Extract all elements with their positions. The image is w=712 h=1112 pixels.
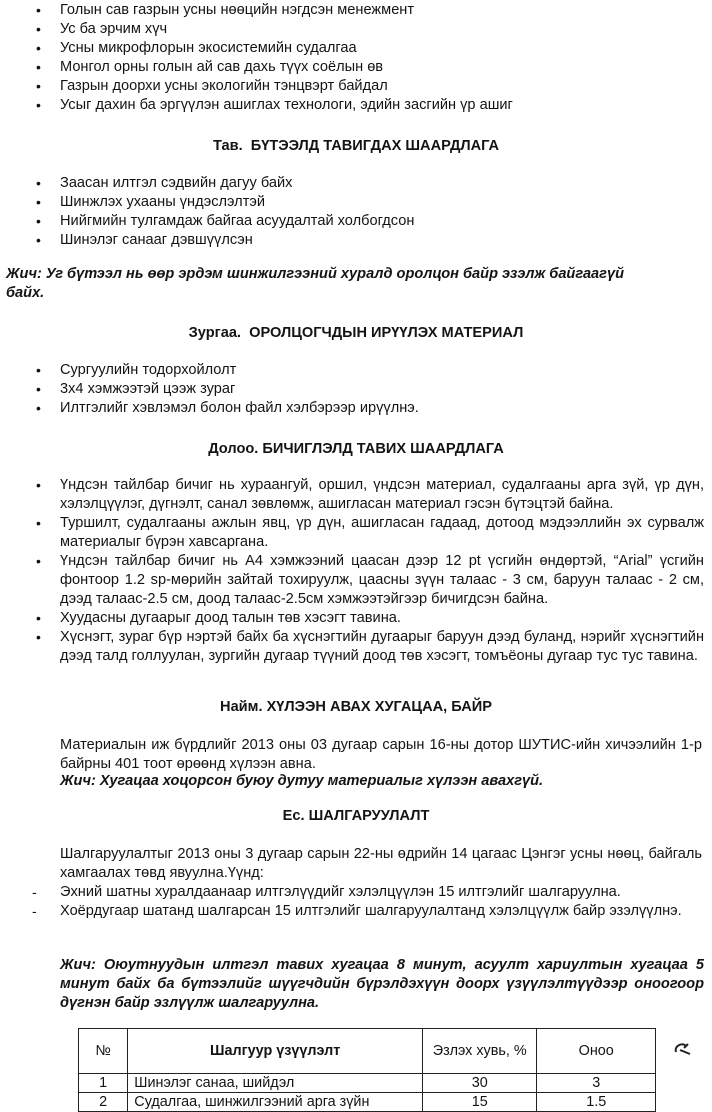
writing-requirements-list xyxy=(0,476,712,666)
list-item: • Усны микрофлорын экосистемийн судалгаа xyxy=(0,39,712,58)
table-cell: Шинэлэг санаа, шийдэл xyxy=(128,1074,423,1093)
table-cell: 30 xyxy=(423,1074,537,1093)
section-number: Тав. xyxy=(212,138,243,154)
list-item: • Нийгмийн тулгамдаж байгаа асуудалтай холбогдсон xyxy=(0,212,712,231)
list-item: • Заасан илтгэл сэдвийн дагуу байх xyxy=(0,174,712,193)
note-paragraph xyxy=(6,265,706,303)
list-item: - Эхний шатны хуралдаанаар илтгэлүүдийг хэлэлцүүлэн 15 илтгэлийг шалгаруулна. xyxy=(0,883,712,902)
list-item: • Ус ба эрчим хүч xyxy=(0,20,712,39)
section-number: Ес. xyxy=(282,808,305,824)
section-number: Найм. xyxy=(220,699,263,715)
section-title-5 xyxy=(0,137,712,156)
work-requirements-list xyxy=(0,174,712,250)
list-item: • 3x4 хэмжээтэй цээж зураг xyxy=(0,380,712,399)
list-item: • Үндсэн тайлбар бичиг нь A4 хэмжээний цаасан дээр 12 pt үсгийн өндөртэй, “Arial” үсгийн фонтоор 1.2 sp-мөрийн зайтай тохируулж, цаасны зүүн талаас - 3 см, баруун талаас - 2 см, дээд талаас-2.5 см, доод талаас-2.5см хэмжээтэйгээр бичигдсэн байна. xyxy=(0,552,712,609)
list-item: • Үндсэн тайлбар бичиг нь хураангуй, оршил, үндсэн материал, судалгааны арга зүй, үр дүн, хэлэлцүүлэг, дүгнэлт, санал зөвлөмж, ашигласан материал гэсэн бүтэцтэй байна. xyxy=(0,476,712,514)
list-item: • Туршилт, судалгааны ажлын явц, үр дүн, ашигласан гадаад, дотоод мэдээллийн эх сурвалж материалыг бүрэн хавсаргана. xyxy=(0,514,712,552)
list-item: - Хоёрдугаар шатанд шалгарсан 15 илтгэлийг шалгаруулалтанд хэлэлцүүлж байр эзэлүүлнэ. xyxy=(0,902,712,921)
list-item: • Монгол орны голын ай сав дахь түүх соёлын өв xyxy=(0,58,712,77)
selection-paragraph: Шалгаруулалтыг 2013 оны 3 дугаар сарын 22-ны өдрийн 14 цагаас Цэнгэг усны нөөц, байгаль хамгаалах төвд явуулна.Үүнд: xyxy=(60,846,702,881)
section-heading: ОРОЛЦОГЧДЫН ИРҮҮЛЭХ МАТЕРИАЛ xyxy=(249,325,524,341)
table-header-row xyxy=(79,1029,656,1074)
table-row xyxy=(79,1093,656,1112)
list-item: • Сургуулийн тодорхойлолт xyxy=(0,361,712,380)
note-line: байх. xyxy=(6,285,45,301)
section-title-7 xyxy=(0,440,712,459)
scan-mark-icon xyxy=(672,1040,694,1058)
header-score: Оноо xyxy=(537,1029,656,1074)
table-cell: 1 xyxy=(79,1074,128,1093)
submission-materials-list xyxy=(0,361,712,418)
list-item: • Хуудасны дугаарыг доод талын төв хэсэгт тавина. xyxy=(0,609,712,628)
list-item: • Голын сав газрын усны нөөцийн нэгдсэн менежмент xyxy=(0,1,712,20)
list-item: • Усыг дахин ба эргүүлэн ашиглах технологи, эдийн засгийн үр ашиг xyxy=(0,96,712,115)
table-cell: 2 xyxy=(79,1093,128,1112)
deadline-note: Жич: Хугацаа хоцорсон буюу дутуу материалыг хүлээн авахгүй. xyxy=(60,773,544,789)
list-item: • Илтгэлийг хэвлэмэл болон файл хэлбэрээр ирүүлнэ. xyxy=(0,399,712,418)
section-number: Долоо. xyxy=(208,441,259,457)
selection-note: Жич: Оюутнуудын илтгэл тавих хугацаа 8 минут, асуулт хариултын хугацаа 5 минут байх ба бүтээлийг шүүгчдийн бүрэлдэхүүн доорх үзүүлэлтүүдээр оноогоор дүгнэн байр эзлүүлж шалгаруулна. xyxy=(60,957,704,1011)
research-topics-list xyxy=(0,1,712,115)
list-item: • Шинэлэг санааг дэвшүүлсэн xyxy=(0,231,712,250)
note-line: Жич: Уг бүтээл нь өөр эрдэм шинжилгээний хуралд оролцон байр эзэлж байгаагүй xyxy=(6,266,624,282)
table-row xyxy=(79,1074,656,1093)
header-number: № xyxy=(79,1029,128,1074)
section-title-8 xyxy=(0,698,712,717)
table-cell: 15 xyxy=(423,1093,537,1112)
section-heading: БҮТЭЭЛД ТАВИГДАХ ШААРДЛАГА xyxy=(250,138,500,154)
deadline-paragraph: Материалын иж бүрдлийг 2013 оны 03 дугаар сарын 16-ны дотор ШУТИС-ийн хичээлийн 1-р байрны 401 тоот өрөөнд хүлээн авна. xyxy=(60,737,702,772)
section-number: Зургаа. xyxy=(188,325,241,341)
table-cell: Судалгаа, шинжилгээний арга зүйн xyxy=(128,1093,423,1112)
section-title-6 xyxy=(0,324,712,343)
section-title-9 xyxy=(0,807,712,826)
header-weight: Эзлэх хувь, % xyxy=(423,1029,537,1074)
table-cell: 3 xyxy=(537,1074,656,1093)
list-item: • Газрын доорхи усны экологийн тэнцвэрт байдал xyxy=(0,77,712,96)
selection-stages-list xyxy=(0,883,712,921)
list-item: • Хүснэгт, зураг бүр нэртэй байх ба хүснэгтийн дугаарыг баруун дээд буланд, нэрийг хүснэгтийн дээд талд голлуулан, зургийн дугаар түүний доод төв хэсэгт, томъёоны дугаар тус тус тавина. xyxy=(0,628,712,666)
list-item: • Шинжлэх ухааны үндэслэлтэй xyxy=(0,193,712,212)
section-heading: БИЧИГЛЭЛД ТАВИХ ШААРДЛАГА xyxy=(262,441,504,457)
criteria-table xyxy=(78,1028,656,1112)
header-criterion: Шалгуур үзүүлэлт xyxy=(128,1029,423,1074)
table-cell: 1.5 xyxy=(537,1093,656,1112)
section-heading: ХҮЛЭЭН АВАХ ХУГАЦАА, БАЙР xyxy=(266,699,492,715)
section-heading: ШАЛГАРУУЛАЛТ xyxy=(308,808,430,824)
